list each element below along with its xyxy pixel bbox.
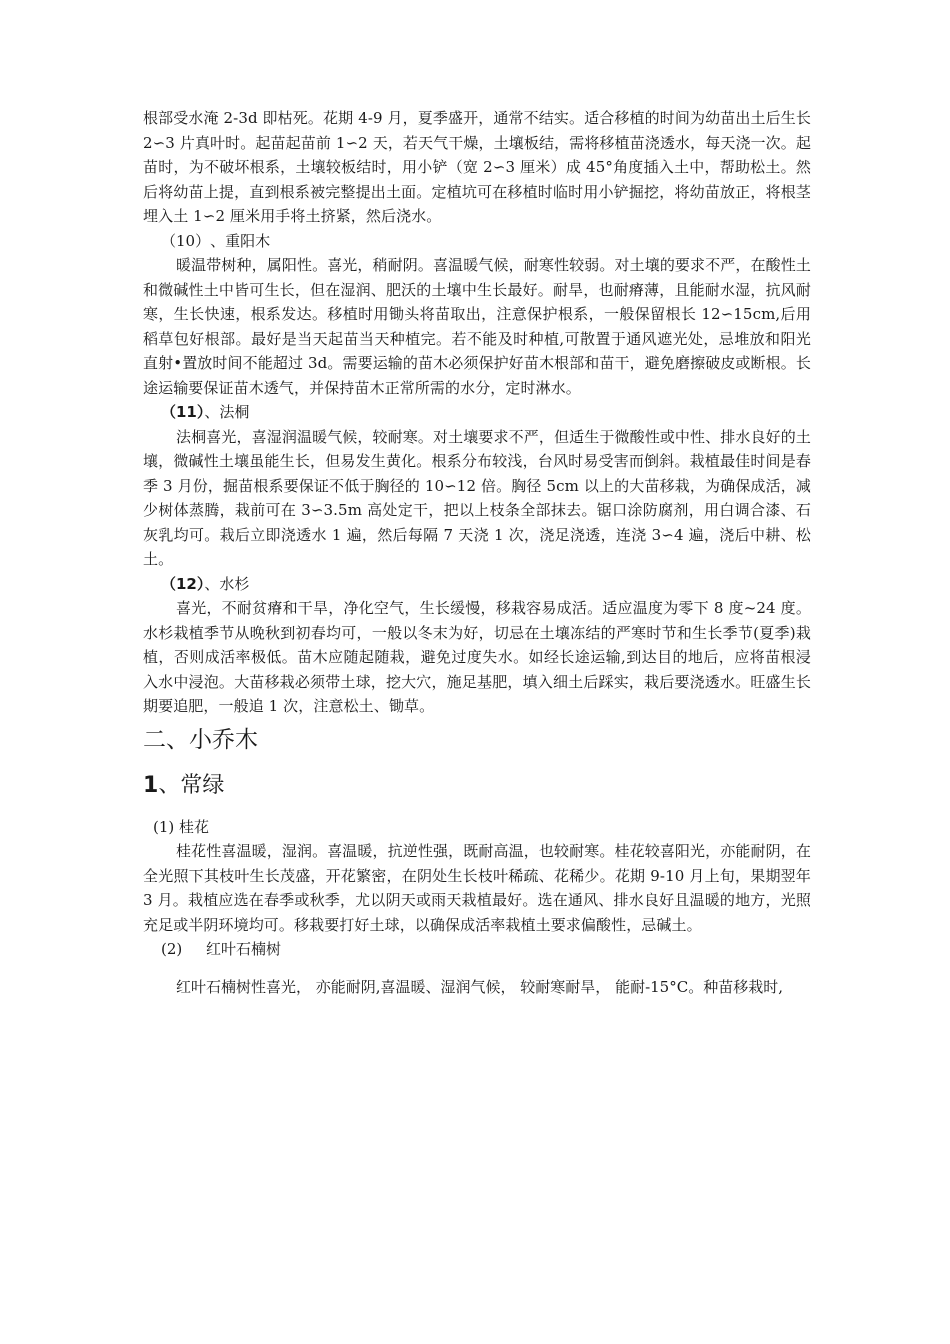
heading-photinia — [143, 937, 811, 962]
heading-label: 、水杉 — [204, 574, 250, 593]
paragraph-photinia: 红叶石楠树性喜光， 亦能耐阴,喜温暖、湿润气候， 较耐寒耐旱， 能耐-15°C。种苗移栽时, — [176, 977, 783, 996]
heading-item-10 — [143, 229, 811, 254]
paragraph-osmanthus: 桂花性喜温暖，湿润。喜温暖，抗逆性强，既耐高温，也较耐寒。桂花较喜阳光，亦能耐阴，在全光照下其枝叶生长茂盛，开花繁密，在阴处生长枝叶稀疏、花稀少。花期 9-10 月上旬，果期翌年 3 月。栽植应选在春季或秋季，尤以阴天或雨天栽植最好。选在通风、排水良好且温暖的地方，光照充足或半阴环境均可。移栽要打好土球，以确保成活率栽植土要求偏酸性，忌碱土。 — [143, 842, 811, 934]
subsection-number: 1 — [143, 772, 159, 798]
paragraph-item-10: 暖温带树种，属阳性。喜光，稍耐阴。喜温暖气候，耐寒性较弱。对土壤的要求不严，在酸性土和微碱性土中皆可生长，但在湿润、肥沃的土壤中生长最好。耐旱，也耐瘠薄，且能耐水湿，抗风耐寒，生长快速，根系发达。移植时用锄头将苗取出，注意保护根系，一般保留根长 12∽15cm,后用稻草包好根部。最好是当天起苗当天种植完。若不能及时种植,可散置于通风遮光处，忌堆放和阳光直射•置放时间不能超过 3d。需要运输的苗木必须保护好苗木根部和苗干，避免磨擦破皮或断根。长途运输要保证苗木透气，并保持苗木正常所需的水分，定时淋水。 — [143, 256, 811, 397]
heading-number: （10） — [161, 231, 211, 250]
spacer — [143, 962, 811, 974]
heading-label: 、重阳木 — [210, 231, 271, 250]
heading-number: （12） — [161, 574, 205, 593]
heading-item-12 — [143, 572, 811, 597]
paragraph-continuation: 根部受水淹 2-3d 即枯死。花期 4-9 月，夏季盛开，通常不结实。适合移植的时间为幼苗出土后生长 2∽3 片真叶时。起苗起苗前 1∽2 天，若天气干燥，土壤板结，需将移植苗浇透水，每天浇一次。起苗时，为不破坏根系，土壤较板结时，用小铲（宽 2∽3 厘米）成 45°角度插入土中，帮助松土。然后将幼苗上提，直到根系被完整提出土面。定植坑可在移植时临时用小铲掘挖，将幼苗放正，将根茎埋入土 1∽2 厘米用手将土挤紧，然后浇水。 — [143, 109, 811, 225]
heading-label: 、法桐 — [204, 403, 250, 421]
subsection-label: 、常绿 — [158, 772, 225, 798]
heading-item-11 — [143, 400, 811, 425]
paragraph-item-12: 喜光，不耐贫瘠和干旱，净化空气，生长缓慢，移栽容易成活。适应温度为零下 8 度~24 度。水杉栽植季节从晚秋到初春均可，一般以冬末为好，切忌在土壤冻结的严寒时节和生长季节(夏季)栽植，否则成活率极低。苗木应随起随栽，避免过度失水。如经长途运输,到达目的地后，应将苗根浸入水中浸泡。大苗移栽必须带土球，挖大穴，施足基肥，填入细土后踩实，栽后要浇透水。旺盛生长期要追肥，一般追 1 次，注意松土、锄草。 — [143, 599, 811, 715]
section-title: 二、小乔木 — [143, 726, 258, 753]
document-body — [143, 106, 811, 1001]
subsection-title — [143, 771, 811, 801]
heading-number: （11） — [161, 403, 205, 421]
heading-label: 红叶石楠树 — [206, 940, 282, 958]
heading-osmanthus: (1) 桂花 — [153, 817, 210, 836]
paragraph-item-11: 法桐喜光，喜湿润温暖气候，较耐寒。对土壤要求不严，但适生于微酸性或中性、排水良好的土壤，微碱性土壤虽能生长，但易发生黄化。根系分布较浅，台风时易受害而倒斜。栽植最佳时间是春季 3 月份，掘苗根系要保证不低于胸径的 10∽12 倍。胸径 5cm 以上的大苗移栽，为确保成活，减少树体蒸腾，栽前可在 3∽3.5m 高处定干，把以上枝条全部抹去。锯口涂防腐剂，用白调合漆、石灰乳均可。栽后立即浇透水 1 遍，然后每隔 7 天浇 1 次，浇足浇透，连浇 3∽4 遍，浇后中耕、松土。 — [143, 427, 811, 568]
heading-number: (2) — [161, 940, 183, 958]
